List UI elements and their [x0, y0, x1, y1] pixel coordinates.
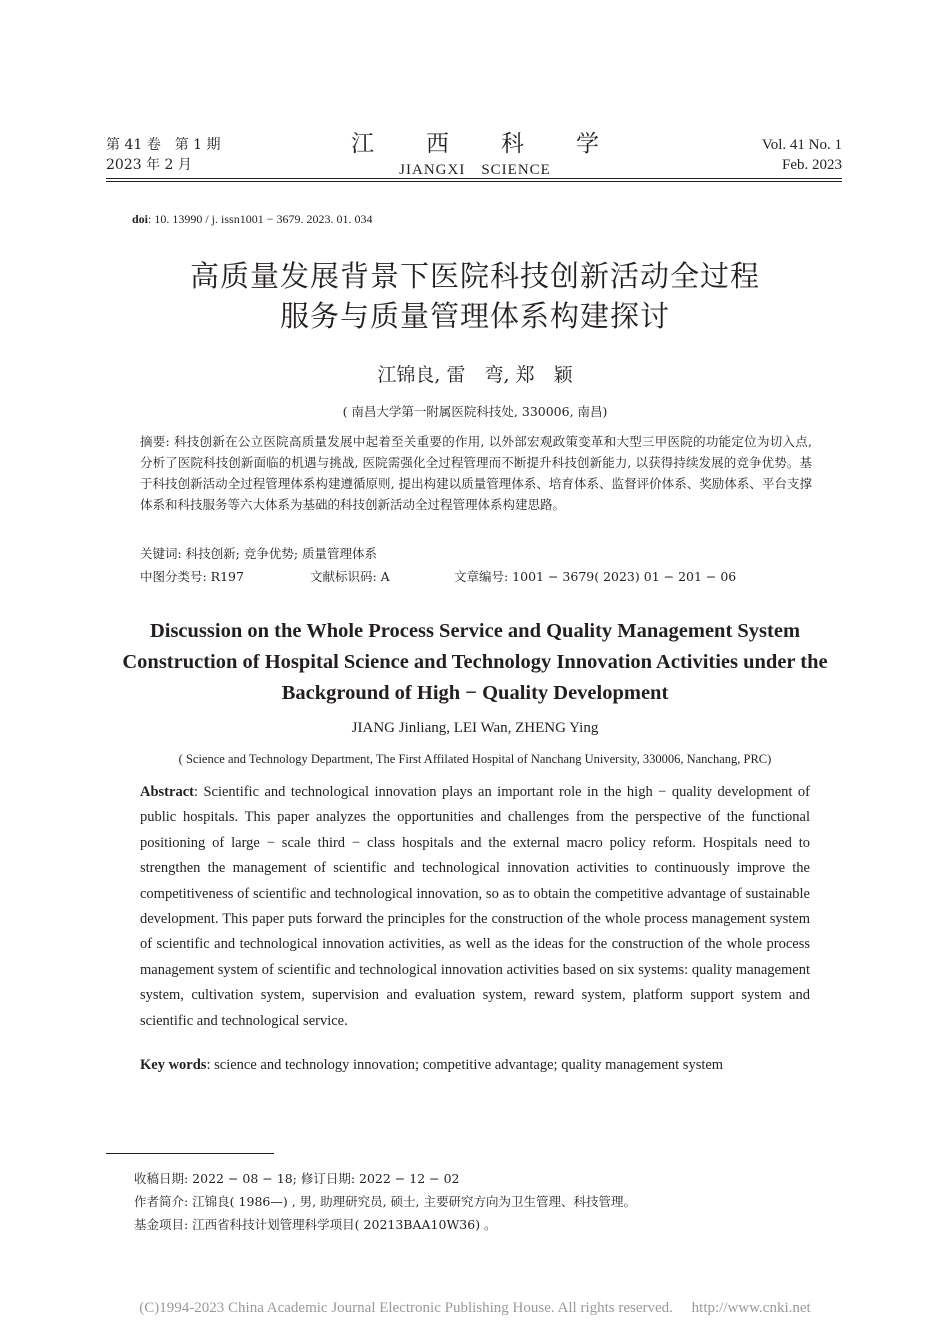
copyright-watermark: (C)1994-2023 China Academic Journal Electronic Publishing House. All rights reserved. http://www.cnki.net: [139, 1300, 811, 1316]
doi-line: [132, 212, 372, 227]
abstract-en-text: : Scientific and technological innovation plays an important role in the high − quality development of public hospitals. This paper analyzes the opportunities and challenges from the perspective of the functional positioning of large − scale third − class hospitals and the external macro policy reform. Hospitals need to strengthen the management of scientific and technological innovation activities to continuously improve the competitiveness of scientific and technological innovation, so as to obtain the competitive advantage of sustainable development. This paper puts forward the principles for the construction of the whole process management system of scientific and technological innovation activities, as well as the ideas for the construction of the whole process management system of scientific and technological innovation activities based on six systems: quality management system, cultivation system, supervision and evaluation system, reward system, platform support system and scientific and technological service.: [140, 784, 810, 1029]
issue-date-cn: 2023 年 2 月: [106, 157, 192, 173]
classification-line: [140, 567, 820, 587]
abstract-cn: 摘要: 科技创新在公立医院高质量发展中起着至关重要的作用, 以外部宏观政策变革和大型三甲医院的功能定位为切入点, 分析了医院科技创新面临的机遇与挑战, 医院需强化全过程管理而不断提升科技创新能力, 以获得持续发展的竞争优势。基于科技创新活动全过程管理体系构建遵循原则, 提出构建以质量管理体系、培育体系、监督评价体系、奖励体系、平台支撑体系和科技服务等六大体系为基础的科技创新活动全过程管理体系构建思路。: [140, 434, 812, 512]
journal-name-en: JIANGXI SCIENCE: [399, 162, 551, 178]
volume-en: Vol. 41 No. 1: [761, 137, 842, 153]
footnote-rule: [106, 1153, 274, 1154]
title-cn: [0, 256, 950, 336]
abstract-en-label: Abstract: [140, 784, 194, 800]
clc-number: 中图分类号: R197: [140, 569, 244, 584]
doi-label: doi: [132, 212, 149, 226]
doi-value: : 10. 13990 / j. issn1001 − 3679. 2023. 01. 034: [148, 212, 373, 226]
document-code: 文献标识码: A: [310, 569, 390, 584]
authors-cn: 江锦良, 雷 弯, 郑 颖: [377, 364, 573, 386]
header-right: [762, 135, 842, 175]
title-en: Discussion on the Whole Process Service and Quality Management System Construction of Hospital Science and Technology Innovation Activities under the Background of High − Quality Development: [122, 620, 828, 704]
journal-name-cn: 江西科学: [351, 131, 651, 157]
header-rule-bottom: [106, 181, 842, 182]
footnote-fund: 基金项目: 江西省科技计划管理科学项目( 20213BAA10W36) 。: [134, 1217, 497, 1232]
footnote-author-bio: 作者简介: 江锦良( 1986—) , 男, 助理研究员, 硕士, 主要研究方向为卫生管理、科技管理。: [134, 1194, 636, 1209]
footnote-received: 收稿日期: 2022 − 08 − 18; 修订日期: 2022 − 12 − 02: [134, 1171, 460, 1186]
affiliation-en: ( Science and Technology Department, The First Affilated Hospital of Nanchang University, 330006, Nanchang, PRC): [178, 752, 772, 766]
issue-date-en: Feb. 2023: [782, 157, 842, 173]
volume-issue: 第 41 卷 第 1 期: [106, 137, 221, 153]
abstract-en: [140, 780, 810, 1034]
header-rule-top: [106, 178, 842, 179]
keywords-en: [140, 1057, 820, 1074]
authors-en: JIANG Jinliang, LEI Wan, ZHENG Ying: [351, 720, 599, 736]
title-cn-line1: 高质量发展背景下医院科技创新活动全过程: [189, 259, 760, 293]
affiliation-cn: ( 南昌大学第一附属医院科技处, 330006, 南昌): [342, 404, 608, 419]
keywords-en-text: : science and technology innovation; competitive advantage; quality management system: [206, 1057, 724, 1073]
keywords-cn: 关键词: 科技创新; 竞争优势; 质量管理体系: [140, 546, 378, 561]
title-cn-line2: 服务与质量管理体系构建探讨: [279, 299, 670, 333]
keywords-en-label: Key words: [140, 1057, 207, 1073]
article-number: 文章编号: 1001 − 3679( 2023) 01 − 201 − 06: [454, 569, 737, 584]
